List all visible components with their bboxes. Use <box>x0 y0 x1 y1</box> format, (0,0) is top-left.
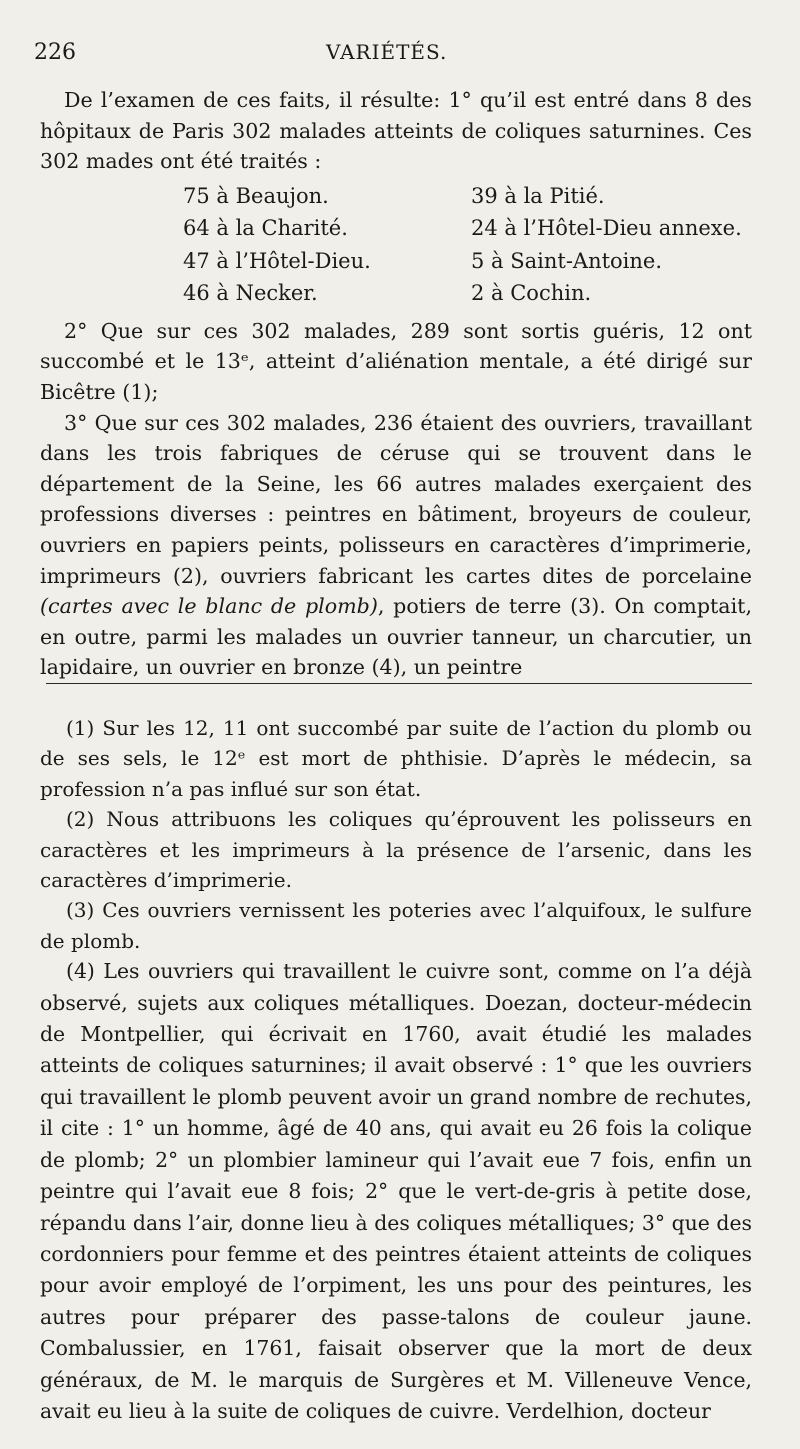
running-title: VARIÉTÉS. <box>326 40 448 64</box>
page-header <box>34 40 770 76</box>
hospital-item: 5 à Saint-Antoine. <box>471 248 663 273</box>
point-3-text-b: , potiers de terre (3). On comptait, en outre, parmi les malades un ouvrier tanneur, un charcutier, un lapidaire, un ouvrier en bronze (4), un peintre <box>40 594 752 680</box>
footnote-3: (3) Ces ouvriers vernissent les poteries avec l’alquifoux, le sulfure de plomb. <box>40 898 752 953</box>
hospital-item: 24 à l’Hôtel-Dieu annexe. <box>471 216 742 241</box>
footnote-2: (2) Nous attribuons les coliques qu’éprouvent les polisseurs en caractères et les imprimeurs à la présence de l’arsenic, dans les caractères d’imprimerie. <box>40 807 752 893</box>
point-3-paragraph <box>40 408 752 683</box>
hospital-item: 46 à Necker. <box>183 281 318 306</box>
point-3-text-a: 3° Que sur ces 302 malades, 236 étaient des ouvriers, travaillant dans les trois fabriques de céruse qui se trouvent dans le département de la Seine, les 66 autres malades exerçaient des professions diverses : peintres en bâtiment, broyeurs de couleur, ouvriers en papiers peints, polisseurs en caractères d’imprimerie, imprimeurs (2), ouvriers fabricant les cartes dites de porcelaine <box>40 410 752 588</box>
hospital-item: 75 à Beaujon. <box>183 183 329 208</box>
hospital-item: 47 à l’Hôtel-Dieu. <box>183 248 371 273</box>
footnote-4: (4) Les ouvriers qui travaillent le cuivre sont, comme on l’a déjà observé, sujets aux coliques métalliques. Doezan, docteur-médecin de Montpellier, qui écrivait en 1760, avait étudié les malades atteints de coliques saturnines; il avait observé : 1° que les ouvriers qui travaillent le plomb peuvent avoir un grand nombre de rechutes, il cite : 1° un homme, âgé de 40 ans, qui avait eu 26 fois la colique de plomb; 2° un plombier lamineur qui l’avait eue 7 fois, enfin un peintre qui l’avait eue 8 fois; 2° que le vert-de-gris à petite dose, répandu dans l’air, donne lieu à des coliques métalliques; 3° que des cordonniers pour femme et des peintres étaient atteints de coliques pour avoir employé de l’orpiment, les uns pour des peintures, les autres pour préparer des passe-talons de couleur jaune. Combalussier, en 1761, faisait observer que la mort de deux généraux, de M. le marquis de Surgères et M. Villeneuve Vence, avait eu lieu à la suite de coliques de cuivre. Verdelhion, docteur <box>40 959 752 1423</box>
footnote-1: (1) Sur les 12, 11 ont succombé par suite de l’action du plomb ou de ses sels, le 12ᵉ est mort de phthisie. D’après le médecin, sa profession n’a pas influé sur son état. <box>40 716 752 801</box>
footnotes <box>40 713 752 1427</box>
point-3-italic-text: (cartes avec le blanc de plomb) <box>40 594 378 619</box>
intro-paragraph: De l’examen de ces faits, il résulte: 1° qu’il est entré dans 8 des hôpitaux de Paris 302 malades atteints de coliques saturnines. Ces 302 mades ont été traités : <box>40 88 752 174</box>
hospital-list <box>183 180 752 310</box>
point-2-paragraph: 2° Que sur ces 302 malades, 289 sont sortis guéris, 12 ont succombé et le 13ᵉ, atteint d’aliénation mentale, a été dirigé sur Bicêtre (1); <box>40 318 752 404</box>
footnote-separator <box>46 683 752 684</box>
hospital-item: 64 à la Charité. <box>183 216 348 241</box>
page-number: 226 <box>34 40 76 65</box>
hospital-item: 2 à Cochin. <box>471 281 592 306</box>
main-text <box>40 85 752 683</box>
hospital-item: 39 à la Pitié. <box>471 183 605 208</box>
